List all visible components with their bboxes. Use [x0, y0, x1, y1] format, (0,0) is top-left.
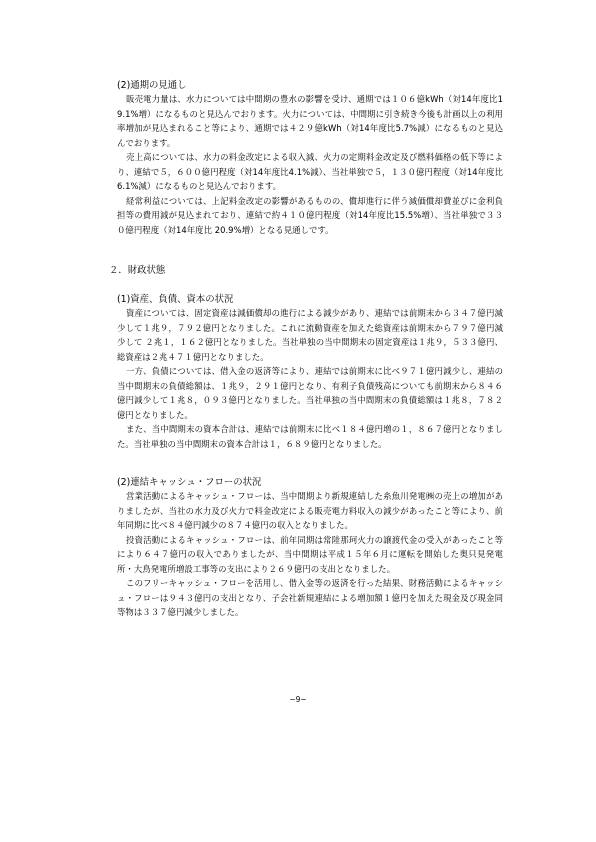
outlook-section — [117, 79, 503, 237]
outlook-paragraph-revenue: 売上高については、水力の料金改定による収入減、火力の定期料金改定及び燃料価格の低下等により、連結で５，６００億円程度（対14年度比4.1%減）、当社単独で５，１３０億円程度（対14年度比6.1%減）になるものと見込んでおります。 — [117, 152, 503, 191]
assets-paragraph-assets: 資産については、固定資産は減価償却の進行による減少があり、連結では前期末から３４７億円減少して１兆９，７９２億円となりました。これに流動資産を加えた総資産は前期末から７９７億円減少して ２兆１，１６２億円となりました。当社単独の当中間期末の固定資産は１兆９，５３３億円、総資産は２兆４７１億円となりました。 — [117, 308, 503, 362]
assets-section — [117, 293, 503, 451]
cashflow-section — [117, 476, 503, 620]
assets-paragraph-liabilities: 一方、負債については、借入金の返済等により、連結では前期末に比べ９７１億円減少し、連結の当中間期末の負債総額は、１兆９，２９１億円となり、有利子負債残高についても前期末から８４６億円減少して１兆８，０９３億円となりました。当社単独の当中間期末の負債総額は１兆８，７８２億円となりました。 — [117, 366, 503, 420]
cashflow-paragraph-financing: このフリーキャッシュ・フローを活用し、借入金等の返済を行った結果、財務活動によるキャッシュ・フローは９４３億円の支出となり、子会社新規連結による増加額１億円を加えた現金及び現金同等物は３３７億円減少しました。 — [117, 578, 503, 617]
cashflow-heading: (2)連結キャッシュ・フローの状況 — [117, 477, 262, 488]
financial-position-title: ２．財政状態 — [109, 265, 166, 276]
outlook-heading: (2)通期の見通し — [117, 80, 187, 91]
cashflow-paragraph-investing: 投資活動によるキャッシュ・フローは、前年同期は常陸那珂火力の譲渡代金の受入があったこと等により６４７億円の収入でありましたが、当中間期は平成１５年６月に運転を開始した奥只見発電所・大鳥発電所増設工事等の支出により２６９億円の支出となりました。 — [117, 534, 503, 574]
cashflow-paragraph-operating: 営業活動によるキャッシュ・フローは、当中間期より新規連結した糸魚川発電㈱の売上の増加がありましたが、当社の水力及び火力で料金改定による販売電力料収入の減少があったこと等により、前年同期に比べ８４億円減少の８７４億円の収入となりました。 — [117, 491, 503, 530]
outlook-paragraph-ordinary-income: 経常利益については、上記料金改定の影響があるものの、償却進行に伴う減価償却費並びに金利負担等の費用減が見込まれており、連結で約４１０億円程度（対14年度比15.5%増）、当社単独で３３０億円程度（対14年度比 20.9%増）となる見通しです。 — [117, 195, 503, 235]
assets-heading: (1)資産、負債、資本の状況 — [117, 294, 234, 305]
outlook-paragraph-sales-volume: 販売電力量は、水力については中間期の豊水の影響を受け、通期では１０６億kWh（対14年度比19.1%増）になるものと見込んでおります。火力については、中間期に引き続き今後も計画以上の利用率増加が見込まれること等により、通期では４２９億kWh（対14年度比5.7%減）になるものと見込んでおります。 — [117, 94, 503, 148]
page-number: −9− — [289, 695, 307, 704]
assets-paragraph-equity: また、当中間期末の資本合計は、連結では前期末に比べ１８４億円増の１，８６７億円となりました。当社単独の当中間期末の資本合計は１，６８９億円となりました。 — [117, 424, 503, 449]
